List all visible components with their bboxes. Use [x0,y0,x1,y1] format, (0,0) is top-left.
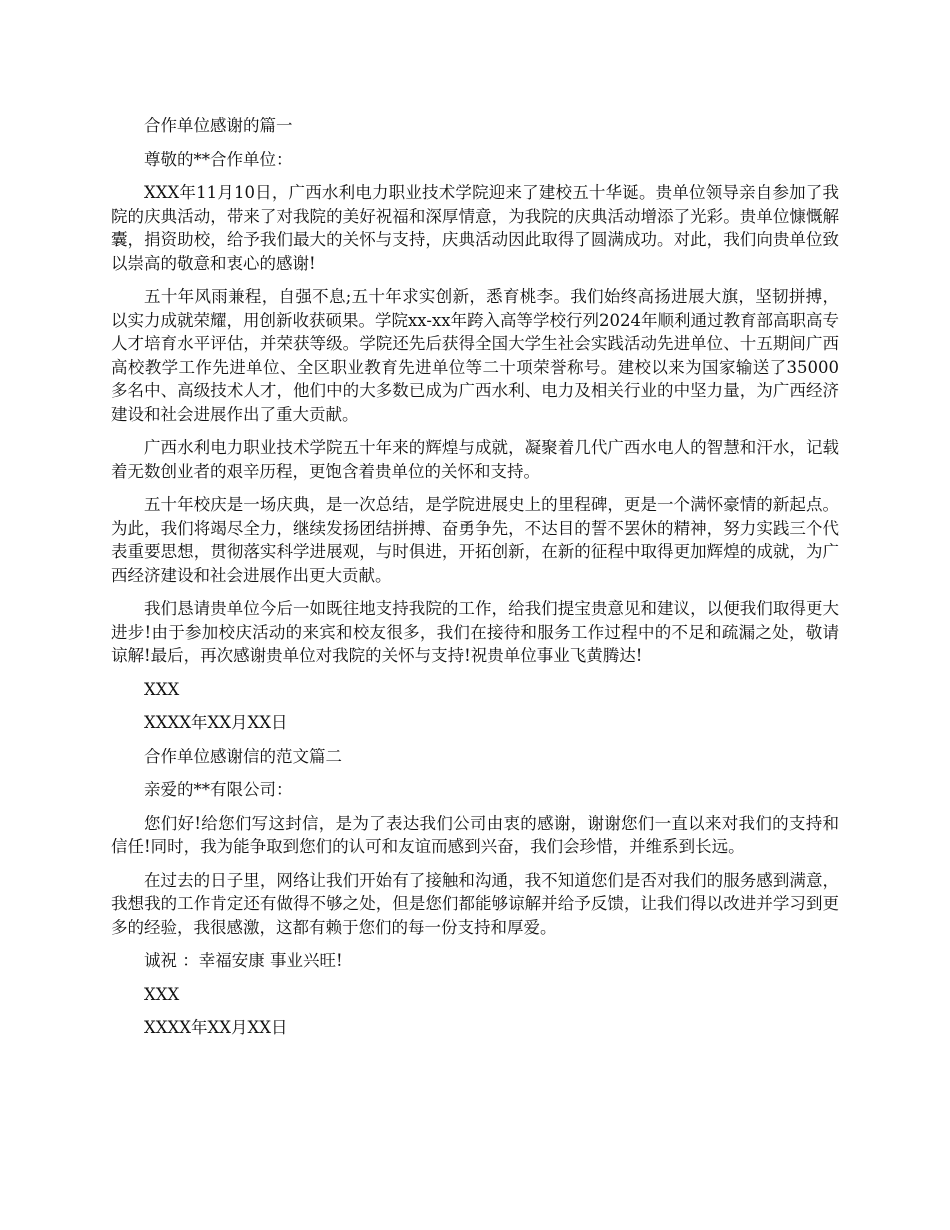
letter2-date: XXXX年XX月XX日 [144,1018,288,1037]
letter2-closing: 诚祝 ：幸福安康 事业兴旺! [144,951,343,970]
letter2-paragraph: 您们好!给您们写这封信，是为了表达我们公司由衷的感谢，谢谢您们一直以来对我们的支持和信任!同时，我为能争取到您们的认可和友谊而感到兴奋，我们会珍惜，并维系到长远。 [111,813,839,856]
letter2-salutation: 亲爱的**有限公司： [144,780,293,799]
letter1-paragraph: 我们恳请贵单位今后一如既往地支持我院的工作，给我们提宝贵意见和建议，以便我们取得更大进步!由于参加校庆活动的来宾和校友很多，我们在接待和服务工作过程中的不足和疏漏之处，敬请谅解!最后，再次感谢贵单位对我院的关怀与支持!祝贵单位事业飞黄腾达! [111,599,839,665]
letter1-salutation: 尊敬的**合作单位： [144,149,293,169]
letter1-title: 合作单位感谢的篇一 [144,116,293,135]
letter2-paragraph: 在过去的日子里，网络让我们开始有了接触和沟通，我不知道您们是否对我们的服务感到满意，我想我的工作肯定还有做得不够之处，但是您们都能够谅解并给予反馈，让我们得以改进并学习到更多的经验，我很感激，这都有赖于您们的每一份支持和厚爱。 [111,870,839,937]
letter1-paragraph: XXX年11月10日，广西水利电力职业技术学院迎来了建校五十华诞。贵单位领导亲自参加了我院的庆典活动，带来了对我院的美好祝福和深厚情意，为我院的庆典活动增添了光彩。贵单位慷慨解囊，捐资助校，给予我们最大的关怀与支持，庆典活动因此取得了圆满成功。对此，我们向贵单位致以崇高的敬意和衷心的感谢! [111,183,839,273]
letter1-paragraph: 广西水利电力职业技术学院五十年来的辉煌与成就，凝聚着几代广西水电人的智慧和汗水，记载着无数创业者的艰辛历程，更饱含着贵单位的关怀和支持。 [111,438,839,481]
document-page [111,114,839,1050]
letter1-paragraph: 五十年校庆是一场庆典，是一次总结，是学院进展史上的里程碑，更是一个满怀豪情的新起点。为此，我们将竭尽全力，继续发扬团结拼搏、奋勇争先，不达目的誓不罢休的精神，努力实践三个代表重要思想，贯彻落实科学进展观，与时俱进，开拓创新，在新的征程中取得更加辉煌的成就，为广西经济建设和社会进展作出更大贡献。 [111,495,839,585]
letter1-signature: XXX [144,679,180,699]
letter1-paragraph: 五十年风雨兼程，自强不息;五十年求实创新，悉育桃李。我们始终高扬进展大旗，坚韧拼搏，以实力成就荣耀，用创新收获硕果。学院xx-xx年跨入高等学校行列2024年顺利通过教育部高职高专人才培育水平评估，并荣获等级。学院还先后获得全国大学生社会实践活动先进单位、十五期间广西高校教学工作先进单位、全区职业教育先进单位等二十项荣誉称号。建校以来为国家输送了35000多名中、高级技术人才，他们中的大多数已成为广西水利、电力及相关行业的中坚力量，为广西经济建设和社会进展作出了重大贡献。 [111,287,839,424]
letter2-title: 合作单位感谢信的范文篇二 [144,746,342,766]
letter2-signature: XXX [144,984,180,1004]
letter1-date: XXXX年XX月XX日 [144,713,288,732]
